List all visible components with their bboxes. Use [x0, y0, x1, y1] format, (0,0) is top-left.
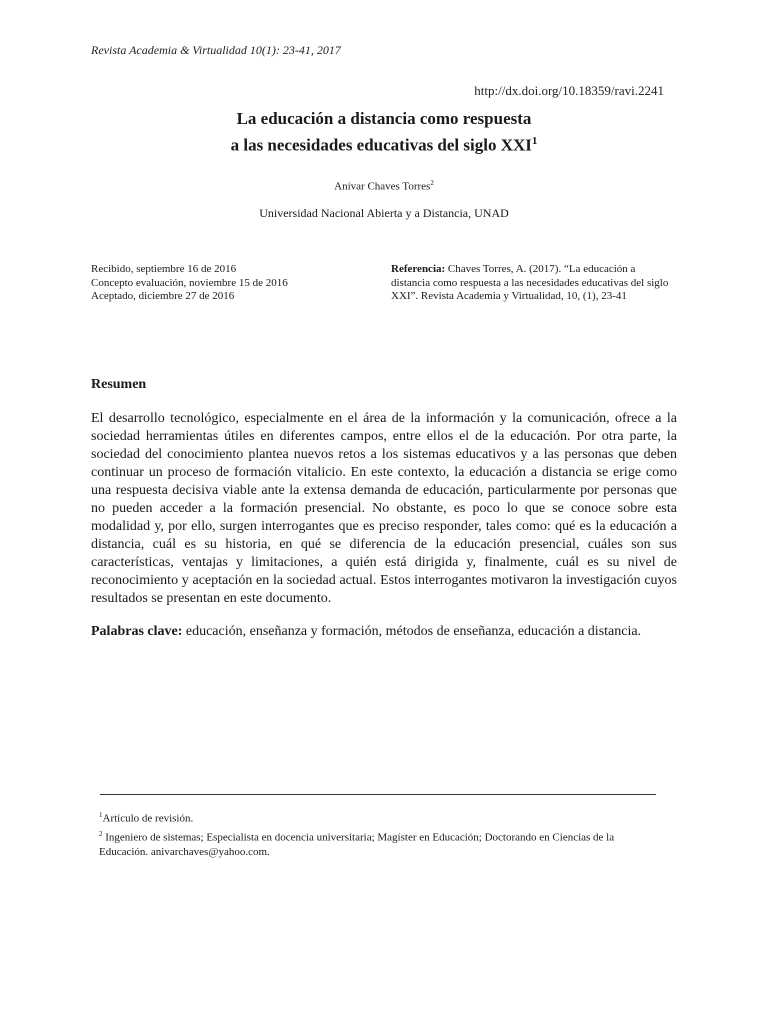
footnote-1-text: Artículo de revisión. [102, 812, 194, 825]
reference-block [391, 263, 676, 304]
title-line-2 [0, 130, 768, 157]
keywords-label: Palabras clave: [91, 624, 183, 639]
footnote-1-mark: 1 [99, 811, 103, 819]
author [0, 179, 768, 193]
journal-header: Revista Academia & Virtualidad 10(1): 23-41, 2017 [91, 43, 341, 57]
abstract-heading: Resumen [91, 377, 147, 392]
title-line-2-text: a las necesidades educativas del siglo XXI [230, 135, 532, 155]
author-name: Anívar Chaves Torres [334, 180, 431, 193]
date-received: Recibido, septiembre 16 de 2016 [91, 263, 237, 275]
footnotes [99, 808, 659, 860]
title-footnote-mark: 1 [531, 135, 538, 147]
keywords-text: educación, enseñanza y formación, métodos de enseñanza, educación a distancia. [185, 624, 642, 639]
author-footnote-mark: 2 [430, 179, 434, 187]
reference-text: Chaves Torres, A. (2017). “La educación a distancia como respuesta a las necesidades educativas del siglo XXI”. Revista Academia y Virtualidad, 10, (1), 23-41 [391, 263, 669, 302]
footnote-2-text: Ingeniero de sistemas; Especialista en docencia universitaria; Magíster en Educación; Doctorando en Ciencias de la Educación. anivarchaves@yahoo.com. [99, 831, 615, 859]
footnote-2-mark: 2 [99, 829, 103, 838]
doi-link[interactable]: http://dx.doi.org/10.18359/ravi.2241 [474, 83, 664, 98]
footnote-divider [100, 794, 656, 795]
footnote-1 [99, 808, 659, 827]
article-title [0, 108, 768, 157]
date-accepted: Aceptado, diciembre 27 de 2016 [91, 290, 235, 302]
dates-block [91, 263, 288, 304]
affiliation: Universidad Nacional Abierta y a Distancia, UNAD [259, 206, 509, 220]
abstract-body: El desarrollo tecnológico, especialmente en el área de la información y la comunicación, ofrece a la sociedad herramientas útiles en diferentes campos, entre ellos el de la educación. Por otra parte, la sociedad del conocimiento plantea nuevos retos a los sistemas educativos y a las personas que deben continuar un proceso de formación vitalicio. En este contexto, la educación a distancia se erige como una respuesta decisiva viable ante la extensa demanda de educación, particularmente por personas que no pueden acceder a la formación presencial. No obstante, es poco lo que se conoce sobre esta modalidad y, por ello, surgen interrogantes que es preciso responder, tales como: qué es la educación a distancia, cuál es su historia, en qué se diferencia de la educación presencial, cuáles son sus características, ventajas y limitaciones, a quién está dirigida y, finalmente, cuál es su nivel de reconocimiento y aceptación en la sociedad actual. Estos interrogantes motivaron la investigación cuyos resultados se presentan en este documento. [91, 411, 677, 606]
date-evaluation: Concepto evaluación, noviembre 15 de 2016 [91, 276, 288, 289]
reference-label: Referencia: [391, 263, 446, 275]
title-line-1: La educación a distancia como respuesta [236, 109, 532, 128]
footnote-2 [99, 827, 659, 861]
keywords [91, 623, 677, 641]
